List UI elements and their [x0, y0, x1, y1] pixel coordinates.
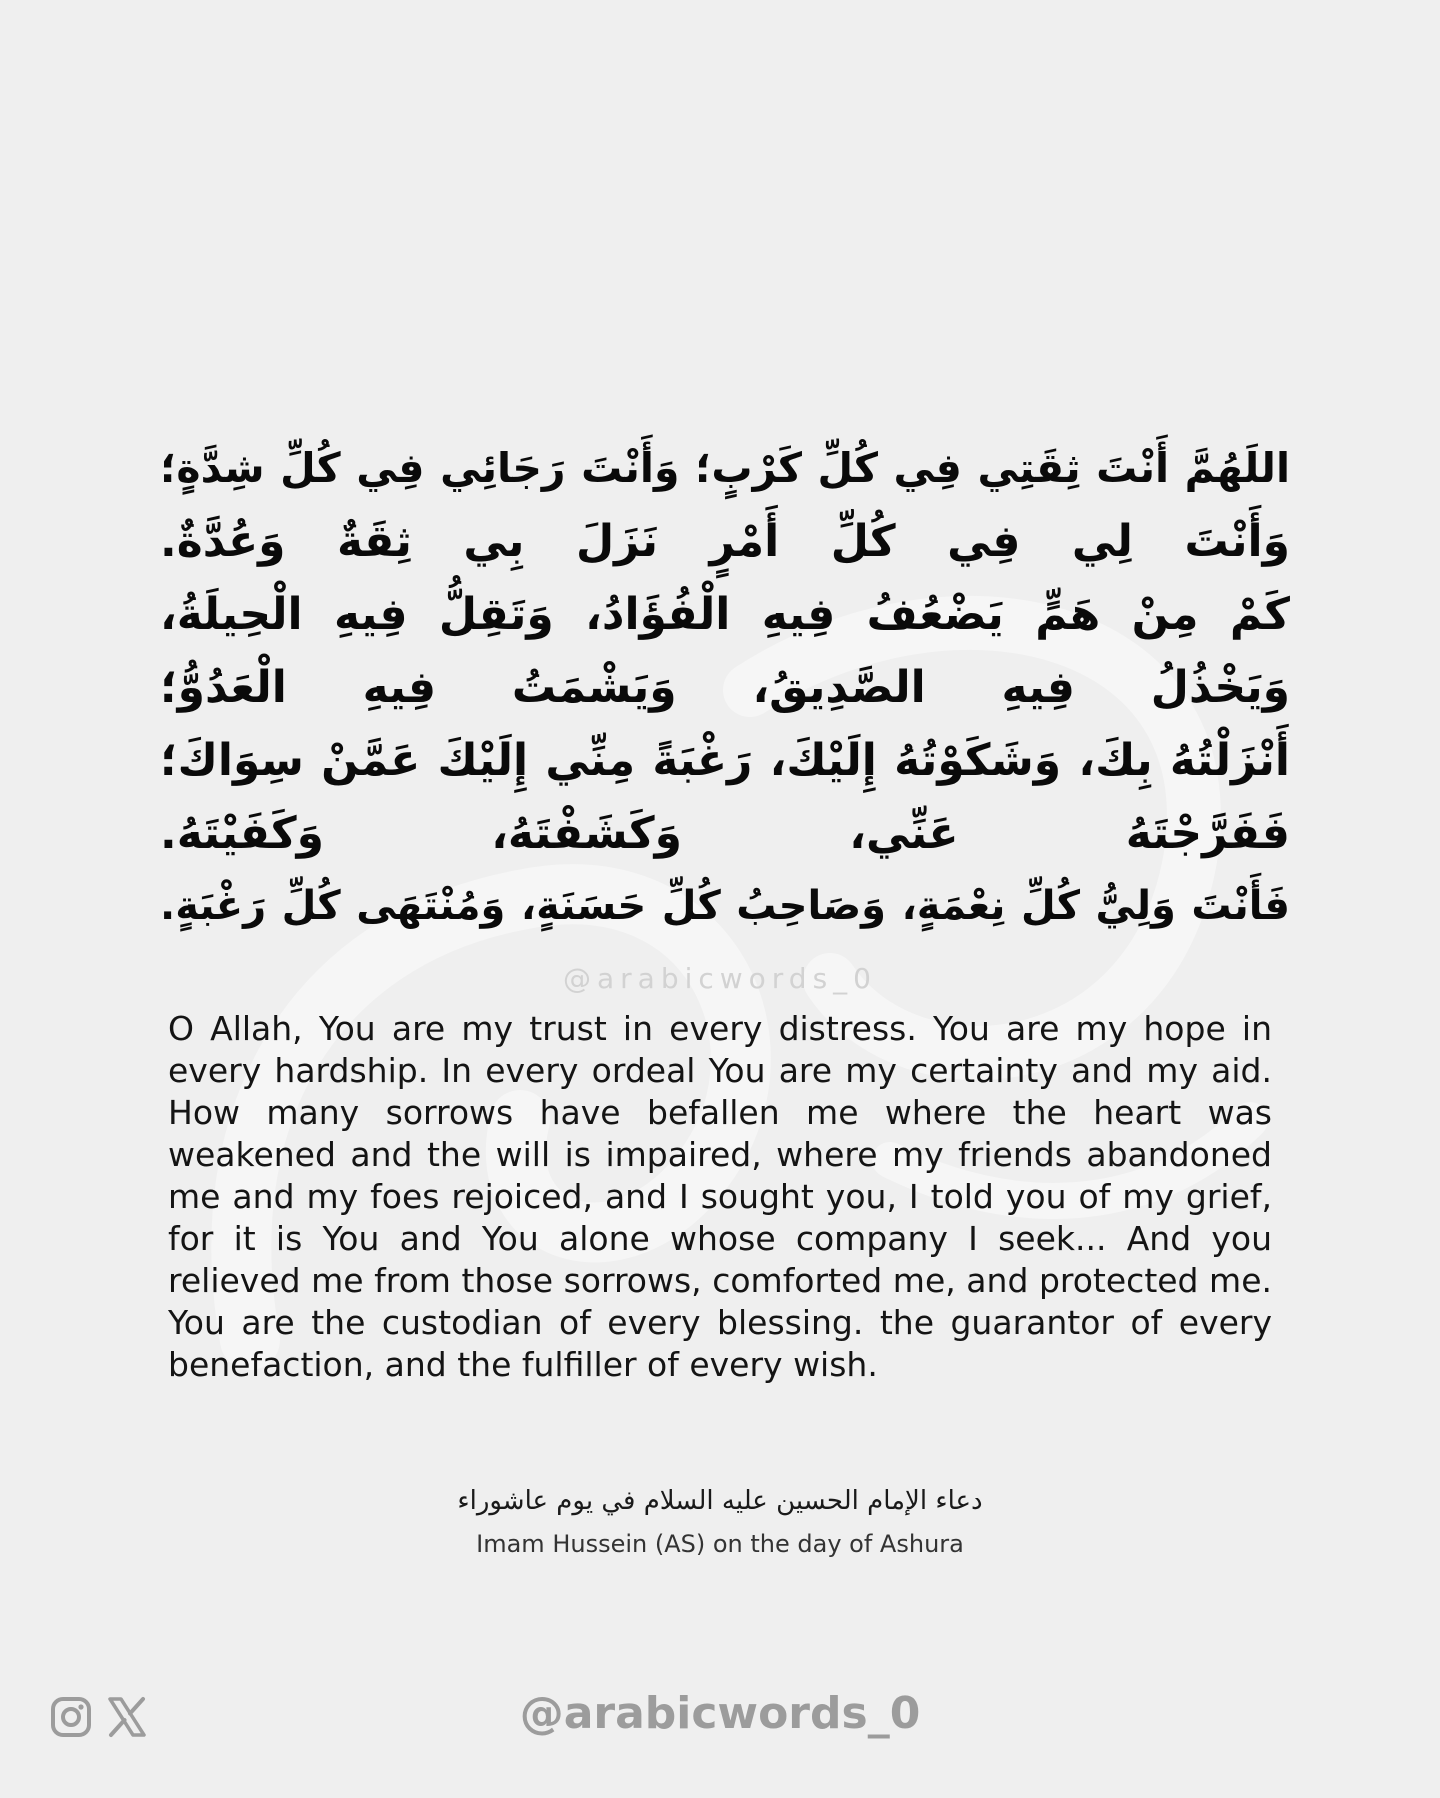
- footer-handle[interactable]: @arabicwords_0: [519, 1688, 921, 1739]
- arabic-line-4: وَيَخْذُلُ فِيهِ الصَّدِيقُ، وَيَشْمَتُ فِيهِ الْعَدُوُّ؛: [160, 662, 1290, 713]
- arabic-line-5: أَنْزَلْتُهُ بِكَ، وَشَكَوْتُهُ إِلَيْكَ، رَغْبَةً مِنِّي إِلَيْكَ عَمَّنْ سِوَاكَ؛: [160, 735, 1290, 786]
- watermark-handle: @arabicwords_0: [562, 962, 877, 995]
- english-translation: O Allah, You are my trust in every distress. You are my hope in every hardship. In every ordeal You are my certainty and my aid. How many sorrows have befallen me where the heart was weakened and the will is impaired, where my friends abandoned me and my foes rejoiced, and I sought you, I told you of my grief, for it is You and You alone whose company I seek... And you relieved me from those sorrows, comforted me, and protected me. You are the custodian of every blessing. the guarantor of every benefaction, and the fulfiller of every wish.: [168, 1009, 1272, 1384]
- arabic-line-6: فَفَرَّجْتَهُ عَنِّي، وَكَشَفْتَهُ، وَكَفَيْتَهُ.: [160, 808, 1290, 859]
- arabic-supplication: [160, 432, 1290, 943]
- source-english: Imam Hussein (AS) on the day of Ashura: [476, 1530, 964, 1558]
- source-arabic: دعاء الإمام الحسين عليه السلام في يوم عاشوراء: [457, 1486, 983, 1516]
- arabic-line-1: اللَهُمَّ أَنْتَ ثِقَتِي فِي كُلِّ كَرْبٍ؛ وَأَنْتَ رَجَائِي فِي كُلِّ شِدَّةٍ؛: [160, 444, 1290, 492]
- arabic-line-7: فَأَنْتَ وَلِيُّ كُلِّ نِعْمَةٍ، وَصَاحِبُ كُلِّ حَسَنَةٍ، وَمُنْتَهَى كُلِّ رَغْبَةٍ.: [160, 883, 1290, 929]
- arabic-line-3: كَمْ مِنْ هَمٍّ يَضْعُفُ فِيهِ الْفُؤَادُ، وَتَقِلُّ فِيهِ الْحِيلَةُ،: [160, 589, 1290, 640]
- arabic-line-2: وَأَنْتَ لِي فِي كُلِّ أَمْرٍ نَزَلَ بِي ثِقَةٌ وَعُدَّةٌ.: [160, 516, 1290, 567]
